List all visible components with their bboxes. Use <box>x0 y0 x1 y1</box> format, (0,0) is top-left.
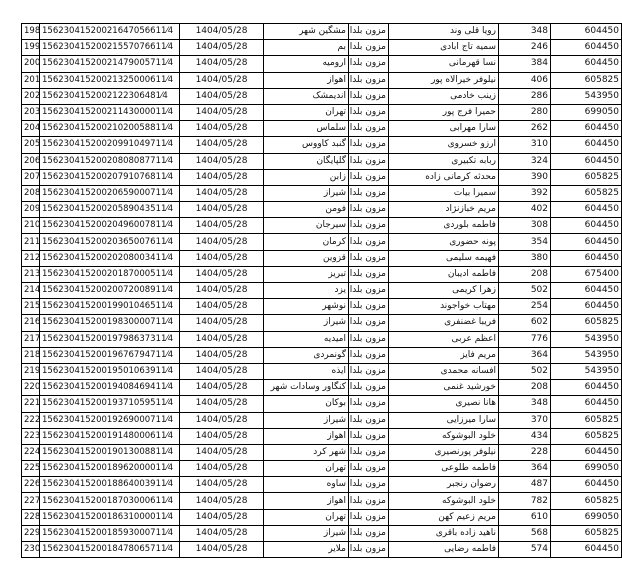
status-cell: مزون بلدا <box>349 477 389 493</box>
quantity-cell: 254 <box>499 299 551 315</box>
tracking-code-cell: 15623041520020496007811⁄4 <box>40 218 180 234</box>
city-cell: شهر کرد <box>264 444 349 460</box>
status-cell: مزون بلدا <box>349 72 389 88</box>
status-cell: مزون بلدا <box>349 56 389 72</box>
status-cell: مزون بلدا <box>349 169 389 185</box>
tracking-code-cell: 15623041520019148000611⁄4 <box>40 428 180 444</box>
amount-cell: 699050 <box>551 509 622 525</box>
date-cell: 1404/05/28 <box>180 234 264 250</box>
quantity-cell: 364 <box>499 347 551 363</box>
city-cell: سیرجان <box>264 218 349 234</box>
date-cell: 1404/05/28 <box>180 121 264 137</box>
city-cell: بوکان <box>264 396 349 412</box>
status-cell: مزون بلدا <box>349 266 389 282</box>
quantity-cell: 502 <box>499 283 551 299</box>
status-cell: مزون بلدا <box>349 493 389 509</box>
tracking-code-cell: 15623041520018631000011⁄4 <box>40 509 180 525</box>
customer-name-cell: اعظم عربی <box>389 331 499 347</box>
tracking-code-cell: 15623041520021325000611⁄4 <box>40 72 180 88</box>
table-row <box>22 412 622 428</box>
row-number-cell: 198 <box>22 24 40 40</box>
row-number-cell: 200 <box>22 56 40 72</box>
amount-cell: 604450 <box>551 234 622 250</box>
city-cell: زابن <box>264 169 349 185</box>
status-cell: مزون بلدا <box>349 347 389 363</box>
quantity-cell: 286 <box>499 88 551 104</box>
city-cell: ملایر <box>264 542 349 558</box>
amount-cell: 604450 <box>551 299 622 315</box>
customer-name-cell: پونه حضوری <box>389 234 499 250</box>
table-row <box>22 88 622 104</box>
row-number-cell: 225 <box>22 461 40 477</box>
customer-name-cell: زینب خادمی <box>389 88 499 104</box>
status-cell: مزون بلدا <box>349 509 389 525</box>
status-cell: مزون بلدا <box>349 461 389 477</box>
row-number-cell: 212 <box>22 250 40 266</box>
table-row <box>22 380 622 396</box>
tracking-code-cell: 15623041520018478065711⁄4 <box>40 542 180 558</box>
tracking-code-cell: 1562304152002122306481⁄4 <box>40 88 180 104</box>
city-cell: ایذه <box>264 363 349 379</box>
quantity-cell: 487 <box>499 477 551 493</box>
table-row <box>22 525 622 541</box>
row-number-cell: 203 <box>22 104 40 120</box>
city-cell: کنگاور وسادات شهر <box>264 380 349 396</box>
customer-name-cell: سمیه تاج ابادی <box>389 40 499 56</box>
city-cell: اهواز <box>264 428 349 444</box>
amount-cell: 604450 <box>551 137 622 153</box>
city-cell: قزوین <box>264 250 349 266</box>
city-cell: تهران <box>264 509 349 525</box>
customer-name-cell: رویا قلی وند <box>389 24 499 40</box>
quantity-cell: 348 <box>499 24 551 40</box>
amount-cell: 604450 <box>551 24 622 40</box>
quantity-cell: 370 <box>499 412 551 428</box>
amount-cell: 605825 <box>551 493 622 509</box>
date-cell: 1404/05/28 <box>180 542 264 558</box>
table-row <box>22 169 622 185</box>
status-cell: مزون بلدا <box>349 185 389 201</box>
amount-cell: 604450 <box>551 477 622 493</box>
amount-cell: 604450 <box>551 444 622 460</box>
amount-cell: 604450 <box>551 250 622 266</box>
status-cell: مزون بلدا <box>349 88 389 104</box>
table-row <box>22 299 622 315</box>
table-row <box>22 461 622 477</box>
date-cell: 1404/05/28 <box>180 24 264 40</box>
city-cell: یزد <box>264 283 349 299</box>
table-row <box>22 283 622 299</box>
amount-cell: 604450 <box>551 218 622 234</box>
table-row <box>22 72 622 88</box>
date-cell: 1404/05/28 <box>180 444 264 460</box>
row-number-cell: 227 <box>22 493 40 509</box>
tracking-code-cell: 15623041520019371059511⁄4 <box>40 396 180 412</box>
table-row <box>22 331 622 347</box>
status-cell: مزون بلدا <box>349 412 389 428</box>
date-cell: 1404/05/28 <box>180 266 264 282</box>
city-cell: تهران <box>264 461 349 477</box>
city-cell: اندیمشک <box>264 88 349 104</box>
customer-name-cell: خلود البوشوکه <box>389 493 499 509</box>
customer-name-cell: رضوان رنجبر <box>389 477 499 493</box>
status-cell: مزون بلدا <box>349 396 389 412</box>
row-number-cell: 209 <box>22 202 40 218</box>
amount-cell: 543950 <box>551 347 622 363</box>
customer-name-cell: هانا نصیری <box>389 396 499 412</box>
tracking-code-cell: 15623041520018703000611⁄4 <box>40 493 180 509</box>
quantity-cell: 502 <box>499 363 551 379</box>
row-number-cell: 205 <box>22 137 40 153</box>
city-cell: گنبد کاووس <box>264 137 349 153</box>
table-row <box>22 185 622 201</box>
amount-cell: 604450 <box>551 202 622 218</box>
date-cell: 1404/05/28 <box>180 396 264 412</box>
tracking-code-cell: 15623041520021647056611⁄4 <box>40 24 180 40</box>
customer-name-cell: ارزو خسروی <box>389 137 499 153</box>
amount-cell: 605825 <box>551 315 622 331</box>
tracking-code-cell: 15623041520019830000711⁄4 <box>40 315 180 331</box>
customer-name-cell: فهیمه سلیمی <box>389 250 499 266</box>
quantity-cell: 280 <box>499 104 551 120</box>
table-row <box>22 509 622 525</box>
city-cell: فومن <box>264 202 349 218</box>
city-cell: کرمان <box>264 234 349 250</box>
city-cell: ساوه <box>264 477 349 493</box>
quantity-cell: 568 <box>499 525 551 541</box>
customer-name-cell: سمیرا بیات <box>389 185 499 201</box>
city-cell: سلماس <box>264 121 349 137</box>
date-cell: 1404/05/28 <box>180 40 264 56</box>
amount-cell: 543950 <box>551 331 622 347</box>
quantity-cell: 208 <box>499 266 551 282</box>
amount-cell: 605825 <box>551 412 622 428</box>
row-number-cell: 224 <box>22 444 40 460</box>
table-row <box>22 218 622 234</box>
quantity-cell: 310 <box>499 137 551 153</box>
date-cell: 1404/05/28 <box>180 525 264 541</box>
status-cell: مزون بلدا <box>349 218 389 234</box>
amount-cell: 605825 <box>551 525 622 541</box>
row-number-cell: 202 <box>22 88 40 104</box>
row-number-cell: 223 <box>22 428 40 444</box>
row-number-cell: 217 <box>22 331 40 347</box>
date-cell: 1404/05/28 <box>180 283 264 299</box>
table-row <box>22 137 622 153</box>
amount-cell: 604450 <box>551 542 622 558</box>
customer-name-cell: مریم فایز <box>389 347 499 363</box>
row-number-cell: 211 <box>22 234 40 250</box>
row-number-cell: 215 <box>22 299 40 315</box>
date-cell: 1404/05/28 <box>180 72 264 88</box>
amount-cell: 605825 <box>551 185 622 201</box>
row-number-cell: 222 <box>22 412 40 428</box>
table-row <box>22 24 622 40</box>
customer-name-cell: حمیرا فرج پور <box>389 104 499 120</box>
tracking-code-cell: 15623041520021557076611⁄4 <box>40 40 180 56</box>
tracking-code-cell: 15623041520020991049711⁄4 <box>40 137 180 153</box>
row-number-cell: 219 <box>22 363 40 379</box>
tracking-code-cell: 15623041520020659000711⁄4 <box>40 185 180 201</box>
city-cell: ارومیه <box>264 56 349 72</box>
row-number-cell: 213 <box>22 266 40 282</box>
city-cell: نوشهر <box>264 299 349 315</box>
table-row <box>22 153 622 169</box>
amount-cell: 699050 <box>551 461 622 477</box>
table-row <box>22 104 622 120</box>
status-cell: مزون بلدا <box>349 153 389 169</box>
quantity-cell: 402 <box>499 202 551 218</box>
customer-name-cell: فاطمه طلوعی <box>389 461 499 477</box>
status-cell: مزون بلدا <box>349 363 389 379</box>
quantity-cell: 354 <box>499 234 551 250</box>
row-number-cell: 220 <box>22 380 40 396</box>
date-cell: 1404/05/28 <box>180 137 264 153</box>
tracking-code-cell: 15623041520018593000711⁄4 <box>40 525 180 541</box>
tracking-code-cell: 15623041520020589043511⁄4 <box>40 202 180 218</box>
customer-name-cell: فاطمه ادیبان <box>389 266 499 282</box>
city-cell: شیراز <box>264 315 349 331</box>
row-number-cell: 206 <box>22 153 40 169</box>
customer-name-cell: مریم خبازنژاد <box>389 202 499 218</box>
row-number-cell: 216 <box>22 315 40 331</box>
tracking-code-cell: 15623041520021143000011⁄4 <box>40 104 180 120</box>
quantity-cell: 776 <box>499 331 551 347</box>
date-cell: 1404/05/28 <box>180 347 264 363</box>
row-number-cell: 214 <box>22 283 40 299</box>
row-number-cell: 229 <box>22 525 40 541</box>
table-row <box>22 493 622 509</box>
tracking-code-cell: 15623041520020808087711⁄4 <box>40 153 180 169</box>
status-cell: مزون بلدا <box>349 234 389 250</box>
city-cell: بم <box>264 40 349 56</box>
city-cell: شیراز <box>264 525 349 541</box>
date-cell: 1404/05/28 <box>180 218 264 234</box>
table-row <box>22 56 622 72</box>
date-cell: 1404/05/28 <box>180 428 264 444</box>
row-number-cell: 226 <box>22 477 40 493</box>
date-cell: 1404/05/28 <box>180 153 264 169</box>
status-cell: مزون بلدا <box>349 299 389 315</box>
quantity-cell: 208 <box>499 380 551 396</box>
tracking-code-cell: 15623041520019901046511⁄4 <box>40 299 180 315</box>
customer-name-cell: سارا مهرابی <box>389 121 499 137</box>
quantity-cell: 574 <box>499 542 551 558</box>
customer-name-cell: ربابه تکبیری <box>389 153 499 169</box>
date-cell: 1404/05/28 <box>180 477 264 493</box>
customer-name-cell: مریم زعیم کهن <box>389 509 499 525</box>
quantity-cell: 246 <box>499 40 551 56</box>
status-cell: مزون بلدا <box>349 40 389 56</box>
city-cell: تهران <box>264 104 349 120</box>
amount-cell: 675400 <box>551 266 622 282</box>
customer-name-cell: زهرا کریمی <box>389 283 499 299</box>
date-cell: 1404/05/28 <box>180 315 264 331</box>
date-cell: 1404/05/28 <box>180 412 264 428</box>
amount-cell: 605825 <box>551 428 622 444</box>
table-row <box>22 396 622 412</box>
city-cell: شیراز <box>264 412 349 428</box>
tracking-code-cell: 15623041520019798637311⁄4 <box>40 331 180 347</box>
row-number-cell: 228 <box>22 509 40 525</box>
status-cell: مزون بلدا <box>349 444 389 460</box>
date-cell: 1404/05/28 <box>180 380 264 396</box>
row-number-cell: 218 <box>22 347 40 363</box>
table-row <box>22 234 622 250</box>
date-cell: 1404/05/28 <box>180 299 264 315</box>
date-cell: 1404/05/28 <box>180 250 264 266</box>
customer-name-cell: نیلوفر خیرالاه پور <box>389 72 499 88</box>
city-cell: تبریز <box>264 266 349 282</box>
tracking-code-cell: 15623041520020072008911⁄4 <box>40 283 180 299</box>
quantity-cell: 384 <box>499 56 551 72</box>
tracking-code-cell: 15623041520019676794711⁄4 <box>40 347 180 363</box>
row-number-cell: 230 <box>22 542 40 558</box>
customer-name-cell: نسا قهرمانی <box>389 56 499 72</box>
date-cell: 1404/05/28 <box>180 104 264 120</box>
city-cell: گونمردی <box>264 347 349 363</box>
row-number-cell: 221 <box>22 396 40 412</box>
status-cell: مزون بلدا <box>349 283 389 299</box>
tracking-code-cell: 15623041520020187000511⁄4 <box>40 266 180 282</box>
tracking-code-cell: 15623041520021020058811⁄4 <box>40 121 180 137</box>
status-cell: مزون بلدا <box>349 331 389 347</box>
status-cell: مزون بلدا <box>349 24 389 40</box>
status-cell: مزون بلدا <box>349 315 389 331</box>
amount-cell: 604450 <box>551 153 622 169</box>
date-cell: 1404/05/28 <box>180 185 264 201</box>
table-row <box>22 202 622 218</box>
row-number-cell: 204 <box>22 121 40 137</box>
date-cell: 1404/05/28 <box>180 509 264 525</box>
amount-cell: 604450 <box>551 380 622 396</box>
quantity-cell: 602 <box>499 315 551 331</box>
status-cell: مزون بلدا <box>349 428 389 444</box>
tracking-code-cell: 15623041520018864003911⁄4 <box>40 477 180 493</box>
date-cell: 1404/05/28 <box>180 331 264 347</box>
table-row <box>22 347 622 363</box>
row-number-cell: 210 <box>22 218 40 234</box>
table-row <box>22 477 622 493</box>
tracking-code-cell: 15623041520019408469411⁄4 <box>40 380 180 396</box>
row-number-cell: 201 <box>22 72 40 88</box>
quantity-cell: 406 <box>499 72 551 88</box>
row-number-cell: 207 <box>22 169 40 185</box>
table-row <box>22 444 622 460</box>
status-cell: مزون بلدا <box>349 525 389 541</box>
status-cell: مزون بلدا <box>349 104 389 120</box>
status-cell: مزون بلدا <box>349 250 389 266</box>
status-cell: مزون بلدا <box>349 380 389 396</box>
quantity-cell: 348 <box>499 396 551 412</box>
date-cell: 1404/05/28 <box>180 169 264 185</box>
quantity-cell: 390 <box>499 169 551 185</box>
customer-name-cell: خورشید غنمی <box>389 380 499 396</box>
customer-name-cell: خلود البوشوکه <box>389 428 499 444</box>
table-row <box>22 121 622 137</box>
customer-name-cell: فاطمه بلوردی <box>389 218 499 234</box>
date-cell: 1404/05/28 <box>180 461 264 477</box>
table-row <box>22 428 622 444</box>
quantity-cell: 392 <box>499 185 551 201</box>
tracking-code-cell: 15623041520020365007611⁄4 <box>40 234 180 250</box>
amount-cell: 605825 <box>551 169 622 185</box>
row-number-cell: 208 <box>22 185 40 201</box>
date-cell: 1404/05/28 <box>180 56 264 72</box>
amount-cell: 604450 <box>551 56 622 72</box>
amount-cell: 604450 <box>551 40 622 56</box>
date-cell: 1404/05/28 <box>180 363 264 379</box>
amount-cell: 605825 <box>551 72 622 88</box>
amount-cell: 543950 <box>551 363 622 379</box>
status-cell: مزون بلدا <box>349 202 389 218</box>
row-number-cell: 199 <box>22 40 40 56</box>
customer-name-cell: سارا میرزایی <box>389 412 499 428</box>
quantity-cell: 262 <box>499 121 551 137</box>
tracking-code-cell: 15623041520018962000011⁄4 <box>40 461 180 477</box>
quantity-cell: 364 <box>499 461 551 477</box>
tracking-code-cell: 15623041520019013008811⁄4 <box>40 444 180 460</box>
customer-name-cell: محدثه کرمانی زاده <box>389 169 499 185</box>
table-row <box>22 363 622 379</box>
date-cell: 1404/05/28 <box>180 493 264 509</box>
city-cell: مشگین شهر <box>264 24 349 40</box>
customer-name-cell: مهتاب خواجوند <box>389 299 499 315</box>
quantity-cell: 434 <box>499 428 551 444</box>
tracking-code-cell: 15623041520020208003411⁄4 <box>40 250 180 266</box>
quantity-cell: 228 <box>499 444 551 460</box>
quantity-cell: 380 <box>499 250 551 266</box>
customer-name-cell: ناهید زاده باقری <box>389 525 499 541</box>
amount-cell: 604450 <box>551 283 622 299</box>
table-row <box>22 266 622 282</box>
tracking-code-cell: 15623041520020791076811⁄4 <box>40 169 180 185</box>
table-row <box>22 315 622 331</box>
orders-table <box>21 23 622 558</box>
orders-table-body <box>22 24 622 558</box>
quantity-cell: 782 <box>499 493 551 509</box>
city-cell: شیراز <box>264 185 349 201</box>
amount-cell: 543950 <box>551 88 622 104</box>
status-cell: مزون بلدا <box>349 121 389 137</box>
tracking-code-cell: 15623041520021479005711⁄4 <box>40 56 180 72</box>
status-cell: مزون بلدا <box>349 137 389 153</box>
quantity-cell: 308 <box>499 218 551 234</box>
customer-name-cell: فریبا غضنفری <box>389 315 499 331</box>
status-cell: مزون بلدا <box>349 542 389 558</box>
city-cell: اهواز <box>264 493 349 509</box>
customer-name-cell: فاطمه رضایی <box>389 542 499 558</box>
date-cell: 1404/05/28 <box>180 202 264 218</box>
tracking-code-cell: 15623041520019269000711⁄4 <box>40 412 180 428</box>
quantity-cell: 324 <box>499 153 551 169</box>
table-row <box>22 250 622 266</box>
table-row <box>22 40 622 56</box>
customer-name-cell: افسانه محمدی <box>389 363 499 379</box>
date-cell: 1404/05/28 <box>180 88 264 104</box>
table-row <box>22 542 622 558</box>
quantity-cell: 610 <box>499 509 551 525</box>
amount-cell: 699050 <box>551 104 622 120</box>
amount-cell: 604450 <box>551 396 622 412</box>
tracking-code-cell: 15623041520019501063911⁄4 <box>40 363 180 379</box>
amount-cell: 604450 <box>551 121 622 137</box>
customer-name-cell: نیلوفر پورنصیری <box>389 444 499 460</box>
city-cell: امیدیه <box>264 331 349 347</box>
city-cell: گلپایگان <box>264 153 349 169</box>
city-cell: اهواز <box>264 72 349 88</box>
